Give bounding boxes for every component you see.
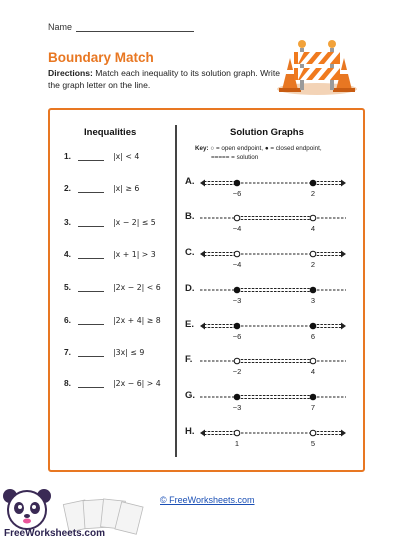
item-number: 3. xyxy=(64,217,71,227)
key-solution: ===== = solution xyxy=(211,154,259,161)
logo-text: FreeWorksheets.com xyxy=(4,528,105,539)
tick-label: −3 xyxy=(232,403,242,412)
key-label: Key: xyxy=(195,145,209,152)
solution-graphs-heading: Solution Graphs xyxy=(230,127,304,138)
tick-label: 7 xyxy=(310,403,316,412)
worksheet-title: Boundary Match xyxy=(48,50,154,65)
open-endpoint xyxy=(234,430,240,436)
inequality-text: |2x − 6| > 4 xyxy=(113,379,161,388)
tick-label: −2 xyxy=(232,367,242,376)
key-open-endpoint: ○ = open endpoint, xyxy=(210,145,264,152)
tick-label: 1 xyxy=(234,439,240,448)
tick-label: 4 xyxy=(310,224,316,233)
open-endpoint xyxy=(234,251,240,257)
inequality-text: |x + 1| > 3 xyxy=(113,250,156,259)
directions-label: Directions: xyxy=(48,68,93,78)
inequality-text: |3x| ≤ 9 xyxy=(113,348,145,357)
inequality-text: |x| ≥ 6 xyxy=(113,184,140,193)
item-number: 8. xyxy=(64,378,71,388)
tick-label: 3 xyxy=(310,296,316,305)
tick-label: −6 xyxy=(232,332,242,341)
open-endpoint xyxy=(310,358,316,364)
open-endpoint xyxy=(234,215,240,221)
open-endpoint xyxy=(234,358,240,364)
closed-endpoint xyxy=(310,180,316,186)
graph-letter-g: G. xyxy=(185,390,196,401)
inequality-text: |2x − 2| < 6 xyxy=(113,283,161,292)
closed-endpoint xyxy=(234,323,240,329)
inequality-text: |2x + 4| ≥ 8 xyxy=(113,316,161,325)
freeworksheets-link[interactable]: © FreeWorksheets.com xyxy=(160,495,255,505)
closed-endpoint xyxy=(310,323,316,329)
left-arrow-icon xyxy=(200,323,205,330)
graph-letter-d: D. xyxy=(185,283,195,294)
item-number: 7. xyxy=(64,347,71,357)
inequality-text: |x| < 4 xyxy=(113,152,140,161)
closed-endpoint xyxy=(310,287,316,293)
tick-label: −3 xyxy=(232,296,242,305)
closed-endpoint xyxy=(310,394,316,400)
right-arrow-icon xyxy=(341,323,346,330)
inequalities-heading: Inequalities xyxy=(84,127,137,138)
left-arrow-icon xyxy=(200,251,205,258)
graph-letter-f: F. xyxy=(185,354,193,365)
name-label: Name xyxy=(48,22,73,32)
tick-label: −4 xyxy=(232,260,242,269)
item-number: 4. xyxy=(64,249,71,259)
open-endpoint xyxy=(310,251,316,257)
tick-label: 2 xyxy=(310,189,316,198)
closed-endpoint xyxy=(234,287,240,293)
graph-letter-a: A. xyxy=(185,176,195,187)
closed-endpoint xyxy=(234,394,240,400)
item-number: 5. xyxy=(64,282,71,292)
tick-label: 6 xyxy=(310,332,316,341)
panda-logo xyxy=(0,486,150,539)
graph-letter-c: C. xyxy=(185,247,195,258)
left-arrow-icon xyxy=(200,180,205,187)
item-number: 2. xyxy=(64,183,71,193)
open-endpoint xyxy=(310,430,316,436)
key-closed-endpoint: ● = closed endpoint, xyxy=(264,145,322,152)
tick-label: 4 xyxy=(310,367,316,376)
right-arrow-icon xyxy=(341,251,346,258)
right-arrow-icon xyxy=(341,430,346,437)
item-number: 1. xyxy=(64,151,71,161)
left-arrow-icon xyxy=(200,430,205,437)
directions-text: Match each inequality to its solution graph. Write the graph letter on the line. xyxy=(48,68,280,90)
tick-label: −4 xyxy=(232,224,242,233)
closed-endpoint xyxy=(234,180,240,186)
right-arrow-icon xyxy=(341,180,346,187)
graph-letter-b: B. xyxy=(185,211,195,222)
tick-label: −6 xyxy=(232,189,242,198)
item-number: 6. xyxy=(64,315,71,325)
graph-letter-h: H. xyxy=(185,426,195,437)
tick-label: 2 xyxy=(310,260,316,269)
tick-label: 5 xyxy=(310,439,316,448)
open-endpoint xyxy=(310,215,316,221)
graph-letter-e: E. xyxy=(185,319,194,330)
inequality-text: |x − 2| ≤ 5 xyxy=(113,218,156,227)
